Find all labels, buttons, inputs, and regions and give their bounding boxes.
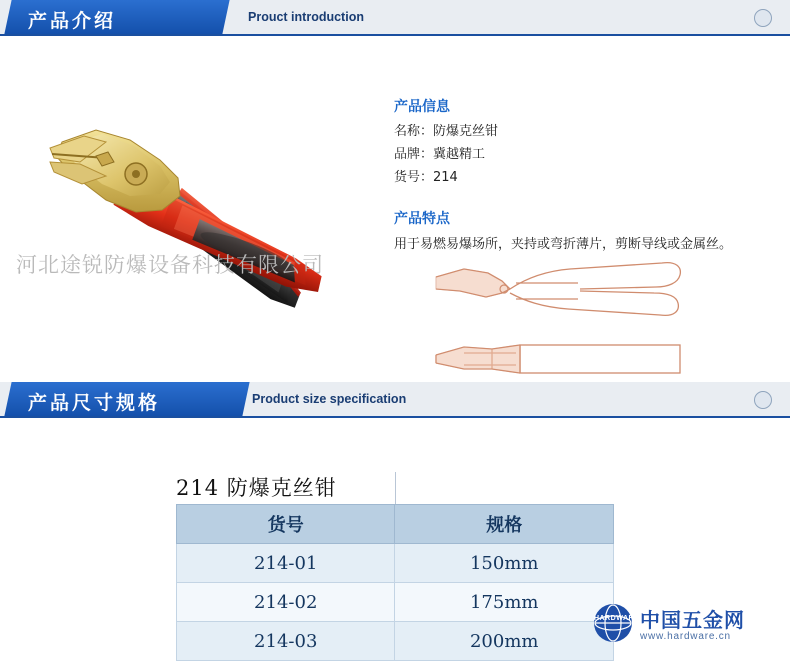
section-title-en: Prouct introduction [248,10,364,24]
product-photo [10,44,380,374]
spacer [394,192,780,208]
site-logo[interactable] [594,602,782,650]
logo-name-cn: 中国五金网 [640,608,745,632]
chevron-down-icon-2[interactable] [754,391,772,409]
column-header-code: 货号 [177,505,395,544]
product-info-block [394,96,780,254]
cell-size: 175mm [395,583,614,622]
cell-code: 214-01 [177,544,395,583]
product-introduction-body [0,34,790,382]
cell-code: 214-03 [177,622,395,661]
product-info-brand: 品牌：冀越精工 [394,147,486,162]
product-features-heading: 产品特点 [394,211,450,227]
section-title-cn-2: 产品尺寸规格 [28,392,161,414]
section-header-size-specification [0,382,790,416]
section-title-cn: 产品介绍 [28,10,117,32]
title-divider-vertical [395,472,396,505]
logo-url: www.hardware.cn [640,631,731,642]
table-header-row [177,505,614,544]
section-title-en-2: Product size specification [252,392,407,406]
cell-code: 214-02 [177,583,395,622]
product-info-code: 货号：214 [394,170,458,185]
product-info-heading: 产品信息 [394,99,450,115]
table-row [177,544,614,583]
chevron-down-icon[interactable] [754,9,772,27]
section-header-product-introduction [0,0,790,34]
product-features-text: 用于易燃易爆场所，夹持或弯折薄片，剪断导线或金属丝。 [394,237,733,252]
cell-size: 150mm [395,544,614,583]
table-row [177,622,614,661]
spec-table [176,504,614,661]
product-line-drawings [430,249,730,399]
column-header-size: 规格 [395,505,614,544]
globe-label: HARDWARE [594,615,640,622]
table-row [177,583,614,622]
globe-icon [594,604,640,642]
size-specification-body [0,416,790,656]
spec-table-title: 214 防爆克丝钳 [176,476,337,500]
product-info-name: 名称：防爆克丝钳 [394,124,499,139]
cell-size: 200mm [395,622,614,661]
company-watermark: 河北途锐防爆设备科技有限公司 [16,253,324,277]
